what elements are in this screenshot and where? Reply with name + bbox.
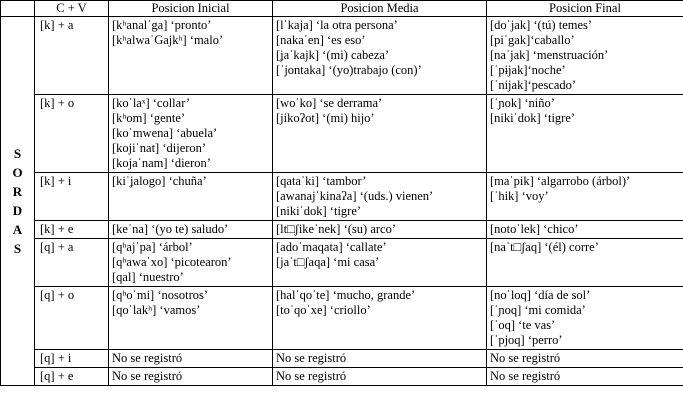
cell-inicial [109,287,273,350]
example-line: No se registró [112,369,183,383]
example-line: [ʝaˈkajk] ‘(mi) cabeza’ [276,48,390,62]
example-line: [piˈgak]‘caballo’ [490,33,575,47]
side-letter: D [12,203,23,218]
example-line: [notoˈlek] ‘chico’ [490,222,579,236]
example-line: [nikiˈdok] ‘tigre’ [276,204,362,218]
header-empty [1,1,35,17]
example-line: [halˈqoˈte] ‘mucho, grande’ [276,288,416,302]
side-letter: S [13,241,22,256]
side-letter: O [12,165,23,180]
example-line: [qal] ‘nuestro’ [112,270,184,284]
example-line: [ˈhik] ‘voy’ [490,189,549,203]
cell-inicial [109,95,273,173]
table-row [1,368,683,386]
cell-media [273,173,487,221]
header-row [1,1,683,17]
example-line: [kʰanalˈga] ‘pronto’ [112,18,212,32]
cell-cv: [k] + a [35,17,109,95]
example-line: [doˈjak] ‘(tú) temes’ [490,18,593,32]
cell-inicial [109,350,273,368]
header-inicial: Posicion Inicial [109,1,273,17]
table-row [1,95,683,173]
cell-final [487,221,683,239]
cell-final [487,368,683,386]
example-line: [qʰajˈpa] ‘árbol’ [112,240,193,254]
example-line: [jaˈt□ʃaqa] ‘mi casa’ [276,255,380,269]
example-line: No se registró [276,351,347,365]
cell-cv: [k] + i [35,173,109,221]
cell-media [273,239,487,287]
cell-inicial [109,239,273,287]
cell-final [487,287,683,350]
example-line: [kʰom] ‘gente’ [112,111,186,125]
cell-media [273,17,487,95]
side-letter: S [13,146,22,161]
example-line: [woˈko] ‘se derrama’ [276,96,383,110]
table-row [1,350,683,368]
example-line: [jikoʔot] ‘(mi) hijo’ [276,111,375,125]
example-line: [kʰalwaˈGajkʰ] ‘malo’ [112,33,224,47]
table-row [1,221,683,239]
example-line: [ˈpɨjak]‘noche’ [490,63,566,77]
cell-inicial [109,221,273,239]
cell-final [487,95,683,173]
example-line: [nakaˈen] ‘es eso’ [276,33,366,47]
example-line: [koˈlaˣ] ‘collar’ [112,96,190,110]
example-line: [noˈloq] ‘día de sol’ [490,288,591,302]
cell-inicial [109,17,273,95]
example-line: [ˈɲok] ‘niño’ [490,96,555,110]
example-line: [awanajˈkinaʔa] ‘(uds.) vienen’ [276,189,434,203]
example-line: [naˈt□ʃaq] ‘(él) corre’ [490,240,599,254]
side-label [1,17,35,386]
example-line: [kiˈʝalogo] ‘chuña’ [112,174,207,188]
cell-cv: [q] + e [35,368,109,386]
example-line: [ˈɲoq] ‘mi comida’ [490,303,586,317]
example-line: [lˈkaja] ‘la otra persona’ [276,18,398,32]
example-line: [lt□ʃikeˈnek] ‘(su) arco’ [276,222,396,236]
example-line: [naˈjak] ‘menstruación’ [490,48,609,62]
header-cv: C + V [35,1,109,17]
example-line: No se registró [490,369,561,383]
example-line: [keˈna] ‘(yo te) saludo’ [112,222,229,236]
cell-media [273,221,487,239]
header-media: Posicion Media [273,1,487,17]
example-line: [toˈqoˈxe] ‘criollo’ [276,303,371,317]
example-line: [kojiˈnat] ‘dijeron’ [112,141,207,155]
cell-inicial [109,173,273,221]
example-line: [qʰoˈmi] ‘nosotros’ [112,288,209,302]
example-line: [ˈjontaka] ‘(yo)trabajo (con)’ [276,63,422,77]
example-line: [nikiˈdok] ‘tigre’ [490,111,576,125]
table-row [1,17,683,95]
example-line: [qoˈlakʰ] ‘vamos’ [112,303,201,317]
example-line: [ˈoq] ‘te vas’ [490,318,556,332]
example-line: [adoˈmaqata] ‘callate’ [276,240,387,254]
cell-cv: [q] + o [35,287,109,350]
side-letter: A [12,222,23,237]
header-final: Posicion Final [487,1,683,17]
cell-final [487,173,683,221]
table-row [1,239,683,287]
example-line: No se registró [276,369,347,383]
cell-media [273,287,487,350]
example-line: [kojaˈnam] ‘dieron’ [112,156,211,170]
cell-cv: [q] + i [35,350,109,368]
table-row [1,287,683,350]
cell-final [487,350,683,368]
example-line: No se registró [490,351,561,365]
table-row [1,173,683,221]
example-line: No se registró [112,351,183,365]
example-line: [qataˈki] ‘tambor’ [276,174,367,188]
example-line: [ˈnijak]‘pescado’ [490,78,577,92]
example-line: [qʰawaˈxo] ‘picotearon’ [112,255,232,269]
side-letter: R [12,184,23,199]
cell-inicial [109,368,273,386]
cell-media [273,350,487,368]
cell-cv: [k] + o [35,95,109,173]
example-line: [ˈpjoq] ‘perro’ [490,333,563,347]
cell-cv: [k] + e [35,221,109,239]
cell-media [273,95,487,173]
cell-media [273,368,487,386]
cell-final [487,239,683,287]
cell-final [487,17,683,95]
cell-cv: [q] + a [35,239,109,287]
example-line: [koˈmwena] ‘abuela’ [112,126,218,140]
example-line: [maˈpik] ‘algarrobo (árbol)’ [490,174,631,188]
